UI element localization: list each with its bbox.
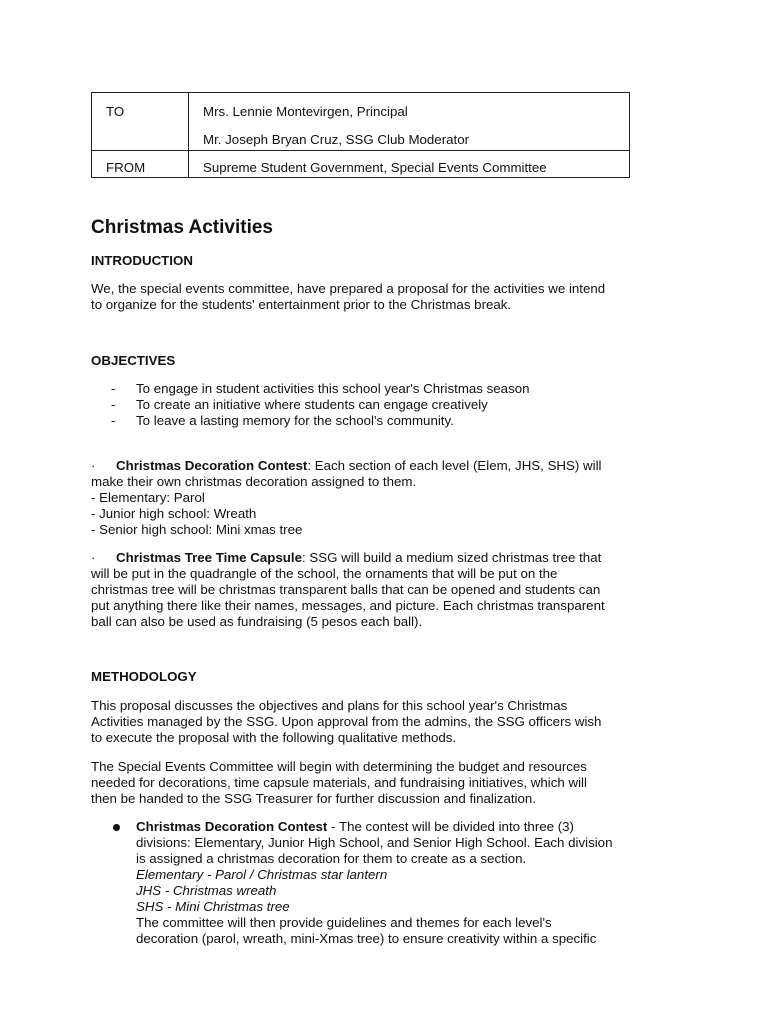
activity-name: Christmas Decoration Contest — [116, 458, 308, 473]
memo-to-value-cell — [189, 93, 630, 151]
introduction-paragraph — [91, 281, 691, 313]
introduction-line-1: We, the special events committee, have prepared a proposal for the activities we intend — [91, 281, 606, 296]
bullet-line: divisions: Elementary, Junior High School, and Senior High School. Each division — [136, 835, 613, 850]
methodology-paragraph-2 — [91, 759, 691, 807]
list-item — [111, 413, 530, 429]
memo-to-recipient-1: Mrs. Lennie Montevirgen, Principal — [203, 104, 408, 119]
memo-from-label: FROM — [92, 151, 189, 178]
memo-to-label: TO — [106, 104, 125, 119]
activity-line: christmas tree will be christmas transparent balls that can be opened and students can — [91, 582, 601, 597]
bullet-italic-line: Elementary - Parol / Christmas star lantern — [136, 867, 388, 882]
paragraph-line: needed for decorations, time capsule materials, and fundraising initiatives, which will — [91, 775, 587, 790]
document-title: Christmas Activities — [91, 217, 273, 238]
middle-dot-marker: · — [91, 550, 96, 565]
activity-line: ball can also be used as fundraising (5 pesos each ball). — [91, 614, 423, 629]
objectives-heading: OBJECTIVES — [91, 353, 176, 368]
methodology-heading: METHODOLOGY — [91, 669, 197, 684]
activity-text: : Each section of each level (Elem, JHS, SHS) will — [307, 458, 602, 473]
dash-marker: - — [111, 397, 116, 412]
objectives-list — [111, 381, 530, 429]
paragraph-line: to execute the proposal with the following qualitative methods. — [91, 730, 457, 745]
bullet-body — [136, 819, 681, 947]
bullet-line: The committee will then provide guidelines and themes for each level's — [136, 915, 552, 930]
paragraph-line: then be handed to the SSG Treasurer for further discussion and finalization. — [91, 791, 536, 806]
memo-to-row — [92, 93, 630, 151]
bullet-italic-line: JHS - Christmas wreath — [136, 883, 277, 898]
memo-to-recipient-2: Mr. Joseph Bryan Cruz, SSG Club Moderator — [203, 132, 470, 147]
activity-line: - Junior high school: Wreath — [91, 506, 257, 521]
methodology-bullet-decoration-contest — [111, 819, 681, 947]
memo-from-value: Supreme Student Government, Special Events Committee — [189, 151, 630, 178]
methodology-paragraph-1 — [91, 698, 691, 746]
activity-decoration-contest — [91, 458, 681, 538]
activity-line: - Elementary: Parol — [91, 490, 205, 505]
bullet-line: is assigned a christmas decoration for them to create as a section. — [136, 851, 527, 866]
middle-dot-marker: · — [91, 458, 96, 473]
activity-line: make their own christmas decoration assigned to them. — [91, 474, 417, 489]
introduction-heading: INTRODUCTION — [91, 253, 193, 268]
paragraph-line: This proposal discusses the objectives and plans for this school year's Christmas — [91, 698, 568, 713]
introduction-line-2: to organize for the students' entertainment prior to the Christmas break. — [91, 297, 512, 312]
objective-text: To create an initiative where students can engage creatively — [136, 397, 488, 412]
bullet-name: Christmas Decoration Contest — [136, 819, 328, 834]
paragraph-line: The Special Events Committee will begin with determining the budget and resources — [91, 759, 587, 774]
dash-marker: - — [111, 381, 116, 396]
bullet-line: decoration (parol, wreath, mini-Xmas tree) to ensure creativity within a specific — [136, 931, 597, 946]
activity-line: - Senior high school: Mini xmas tree — [91, 522, 303, 537]
objective-text: To engage in student activities this school year's Christmas season — [136, 381, 530, 396]
paragraph-line: Activities managed by the SSG. Upon approval from the admins, the SSG officers wish — [91, 714, 602, 729]
memo-from-row — [92, 151, 630, 178]
bullet-italic-line: SHS - Mini Christmas tree — [136, 899, 290, 914]
list-item — [111, 397, 530, 413]
bullet-text: - The contest will be divided into three (3) — [327, 819, 574, 834]
objective-text: To leave a lasting memory for the school's community. — [136, 413, 454, 428]
activity-time-capsule — [91, 550, 681, 630]
activity-text: : SSG will build a medium sized christmas tree that — [302, 550, 602, 565]
bullet-dot — [113, 824, 120, 831]
memo-to-label-cell — [92, 93, 189, 151]
activity-line: put anything there like their names, messages, and picture. Each christmas transparent — [91, 598, 605, 613]
dash-marker: - — [111, 413, 116, 428]
activity-name: Christmas Tree Time Capsule — [116, 550, 302, 565]
list-item — [111, 381, 530, 397]
activity-line: will be put in the quadrangle of the school, the ornaments that will be put on the — [91, 566, 558, 581]
memo-header-table — [91, 92, 630, 178]
